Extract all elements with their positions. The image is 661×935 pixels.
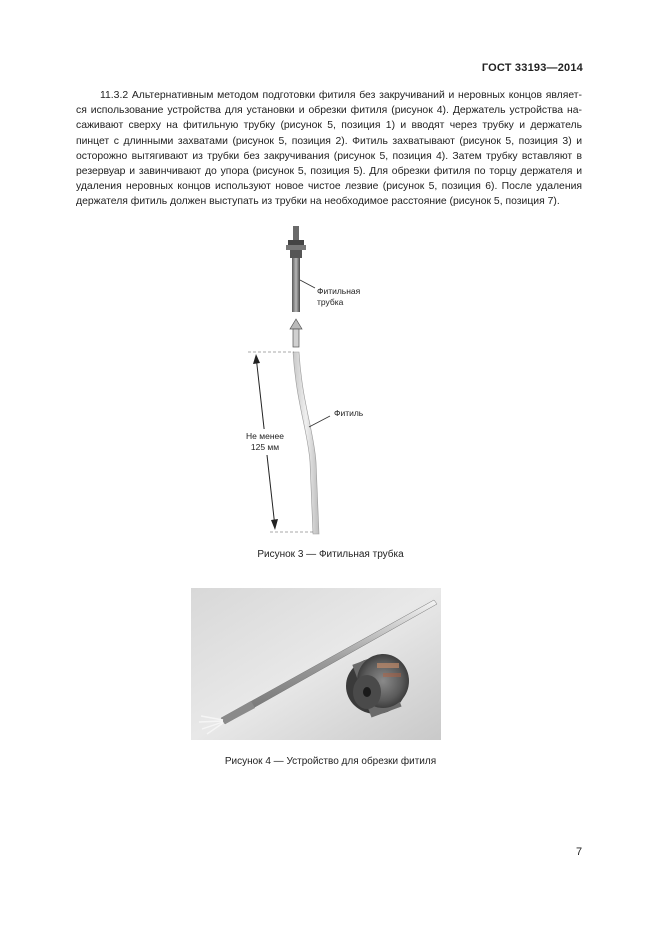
wick-shape [293,352,319,534]
section-paragraph: 11.3.2 Альтернативным методом подготовки фитиля без закручиваний и неровных концов являет-ся использование устройства для установки и обрезки фитиля (рисунок 4). Держатель устройства на-саживают сверху на фитильную трубку (рисунок 5, позиция 1) и вводят через трубку и держатель пинцет с длинными захватами (рисунок 5, позиция 2). Фитиль захватывают (рисунок 5, позиция 3) и осторожно вытягивают из трубки без закручивания (рисунок 5, позиция 4). Затем трубку вставляют в резервуар и завинчивают до упора (рисунок 5, позиция 5). Для обрезки фитиля по торцу держателя и удаления неровных концов используют новое чистое лезвие (рисунок 5, позиция 6). После удаления держателя фитиль должен выступать из трубки на необходимое расстояние (рисунок 5, позиция 7). [76,90,582,208]
figure-3-wick-tube [180,222,480,544]
dimension-label-line2: 125 мм [250,442,280,452]
wick-leader-line [309,416,330,427]
figure-3-caption: Рисунок 3 — Фитильная трубка [257,549,404,560]
document-header: ГОСТ 33193—2014 [481,62,583,74]
dimension-label-line1: Не менее [246,431,284,441]
figure-4-trimming-device-photo [191,588,441,740]
figure-4-caption: Рисунок 4 — Устройство для обрезки фитиля [224,756,437,767]
tube-label-line1: Фитильная [317,286,361,296]
page-number: 7 [576,846,583,858]
wick-label: Фитиль [334,408,364,418]
wick-tube-icon [286,226,306,312]
up-arrow-icon [290,319,302,347]
tube-label-line2: трубка [317,297,344,307]
tube-leader-line [300,280,315,288]
